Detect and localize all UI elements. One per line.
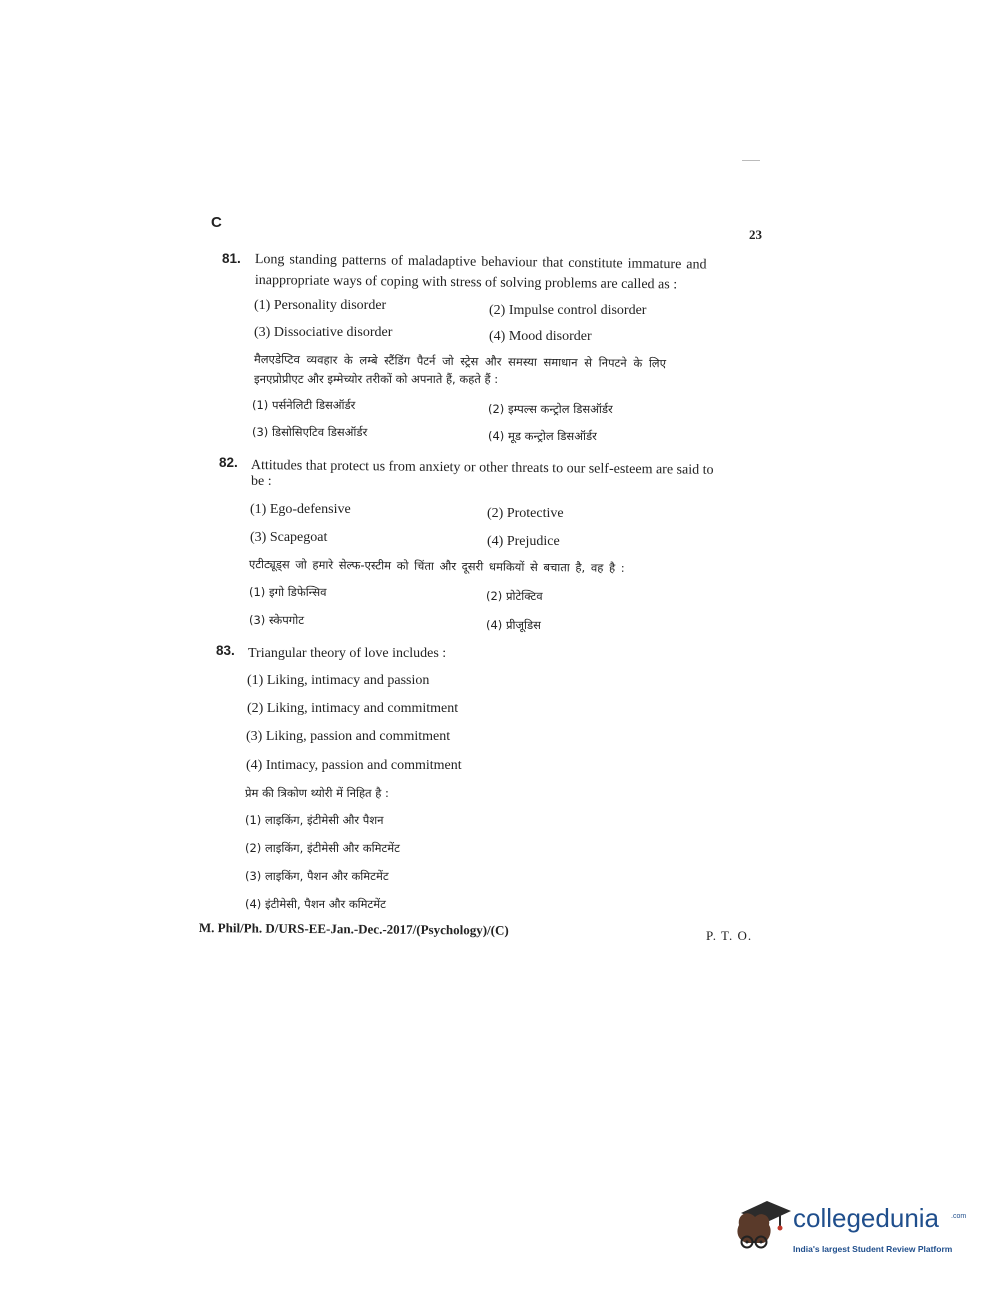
option-2: (2) Protective [487, 506, 564, 521]
logo-wordmark: collegedunia [793, 1203, 940, 1233]
collegedunia-logo [733, 1195, 967, 1265]
question-number: 82. [219, 455, 238, 470]
option-2: (2) Liking, intimacy and commitment [247, 701, 459, 716]
hindi-option-1: (1) इगो डिफेन्सिव [249, 585, 327, 599]
option-3: (3) Dissociative disorder [254, 325, 393, 340]
hindi-question-line: प्रेम की त्रिकोण थ्योरी में निहित है : [245, 786, 389, 800]
question-text-line: inappropriate ways of coping with stress of solving problems are called as : [254, 273, 678, 293]
question-text-line: Triangular theory of love includes : [248, 646, 447, 661]
hindi-option-4: (4) मूड कन्ट्रोल डिसऑर्डर [488, 429, 597, 443]
scan-mark [742, 160, 760, 161]
question-number: 81. [222, 251, 241, 266]
hindi-option-1: (1) पर्सनेलिटी डिसऑर्डर [252, 398, 356, 412]
hindi-question-line: इनएप्रोप्रीएट और इम्मेच्योर तरीकों को अपनाते हैं, कहते हैं : [254, 372, 499, 386]
question-text-line: Attitudes that protect us from anxiety or other threats to our self-esteem are said to [250, 458, 714, 478]
hindi-option-3: (3) स्केपगोट [249, 613, 305, 627]
option-1: (1) Ego-defensive [250, 502, 351, 517]
hindi-question-line: मैलएडेप्टिव व्यवहार के लम्बे स्टैंडिंग पैटर्न जो स्ट्रेस और समस्या समाधान से निपटने के लिए [253, 352, 667, 371]
hindi-option-2: (2) लाइकिंग, इंटीमेसी और कमिटमेंट [245, 841, 400, 855]
option-4: (4) Intimacy, passion and commitment [246, 758, 462, 773]
hindi-option-4: (4) इंटीमेसी, पैशन और कमिटमेंट [245, 897, 386, 911]
student-mascot-icon [733, 1195, 791, 1257]
question-text-line: be : [251, 474, 272, 489]
option-2: (2) Impulse control disorder [489, 303, 647, 318]
hindi-option-1: (1) लाइकिंग, इंटीमेसी और पैशन [245, 813, 384, 827]
hindi-question-line: एटीट्यूड्स जो हमारे सेल्फ-एस्टीम को चिंता और दूसरी धमकियों से बचाता है, वह है : [248, 557, 625, 575]
option-4: (4) Mood disorder [489, 329, 592, 344]
page-number: 23 [749, 227, 762, 242]
option-1: (1) Liking, intimacy and passion [247, 673, 430, 688]
hindi-option-2: (2) प्रोटेक्टिव [486, 589, 543, 603]
paper-code: M. Phil/Ph. D/URS-EE-Jan.-Dec.-2017/(Psychology)/(C) [198, 920, 509, 938]
hindi-option-3: (3) डिसोसिएटिव डिसऑर्डर [252, 425, 368, 439]
question-text-line: Long standing patterns of maladaptive behaviour that constitute immature and [254, 252, 707, 273]
hindi-option-3: (3) लाइकिंग, पैशन और कमिटमेंट [245, 869, 389, 883]
option-4: (4) Prejudice [487, 534, 560, 549]
option-3: (3) Scapegoat [250, 530, 328, 545]
pto-label: P. T. O. [706, 928, 753, 943]
series-label: C [211, 214, 222, 231]
logo-domain: .com [951, 1213, 967, 1220]
hindi-option-2: (2) इम्पल्स कन्ट्रोल डिसऑर्डर [488, 402, 613, 416]
logo-tagline: India's largest Student Review Platform [793, 1244, 953, 1254]
option-1: (1) Personality disorder [254, 298, 387, 313]
option-3: (3) Liking, passion and commitment [246, 729, 451, 744]
question-number: 83. [216, 643, 235, 658]
hindi-option-4: (4) प्रीजूडिस [486, 618, 541, 632]
